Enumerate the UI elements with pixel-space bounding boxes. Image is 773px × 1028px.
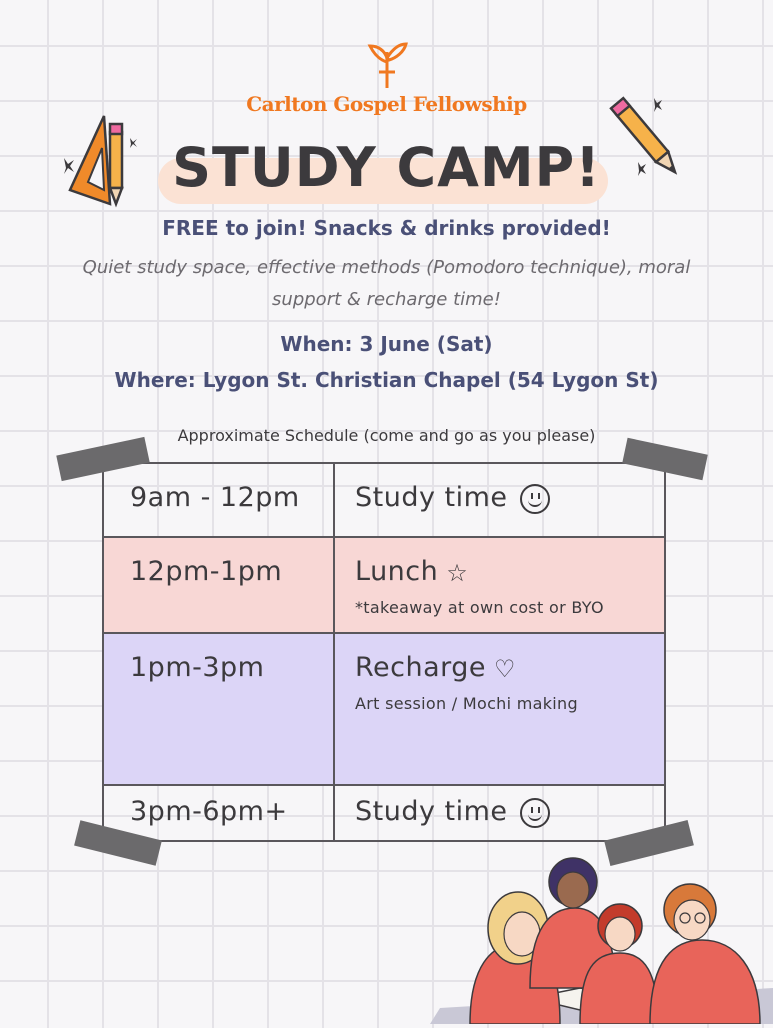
activity-cell [335, 464, 664, 536]
time-cell [104, 464, 335, 536]
time-cell [104, 786, 335, 840]
activity-text: Lunch ☆ [355, 556, 469, 587]
smiley-icon [520, 484, 550, 514]
activity-text: Study time [355, 796, 550, 828]
intro-description: Quiet study space, effective methods (Pomodoro technique), moral support & recharge time! [82, 257, 691, 310]
time-text: 9am - 12pm [130, 482, 300, 513]
activity-note: *takeaway at own cost or BYO [355, 598, 604, 617]
schedule-row [104, 464, 664, 538]
activity-text: Recharge ♡ [355, 652, 517, 683]
organization-name: Carlton Gospel Fellowship [246, 92, 527, 116]
intro-headline: FREE to join! Snacks & drinks provided! [162, 216, 611, 240]
time-text: 1pm-3pm [130, 652, 265, 683]
time-text: 12pm-1pm [130, 556, 283, 587]
event-date: When: 3 June (Sat) [280, 332, 493, 356]
smiley-icon [520, 798, 550, 828]
time-cell [104, 538, 335, 632]
schedule-row [104, 634, 664, 786]
schedule-row [104, 538, 664, 634]
students-illustration [430, 848, 773, 1024]
schedule-table [102, 462, 666, 842]
star-icon: ☆ [446, 558, 469, 587]
heart-icon: ♡ [494, 654, 517, 683]
activity-cell [335, 786, 664, 840]
activity-cell [335, 634, 664, 784]
activity-text: Study time [355, 482, 550, 514]
page-title: STUDY CAMP! [172, 136, 601, 199]
time-cell [104, 634, 335, 784]
schedule-label: Approximate Schedule (come and go as you please) [177, 426, 596, 445]
sprout-logo-icon [362, 40, 412, 90]
activity-cell [335, 538, 664, 632]
schedule-row [104, 786, 664, 840]
event-location: Where: Lygon St. Christian Chapel (54 Lygon St) [114, 368, 659, 392]
time-text: 3pm-6pm+ [130, 796, 288, 827]
activity-note: Art session / Mochi making [355, 694, 578, 713]
